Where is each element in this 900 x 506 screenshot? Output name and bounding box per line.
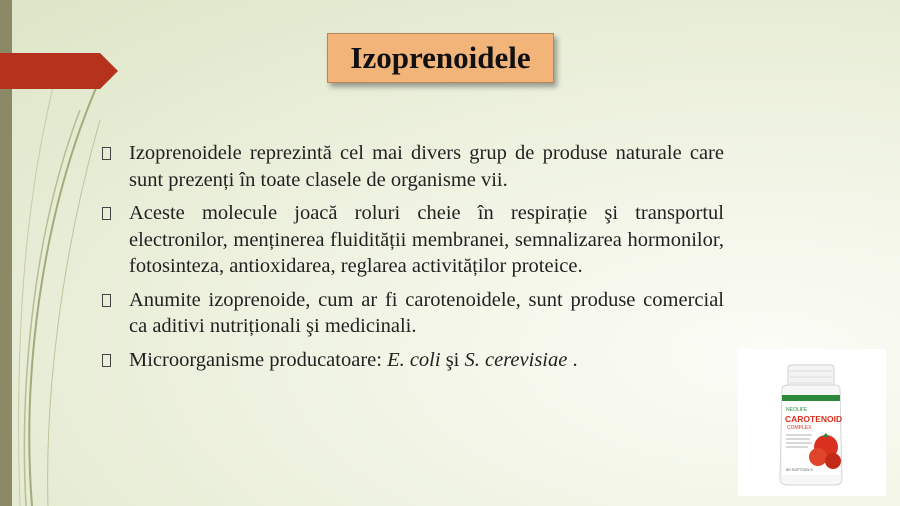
bullet-item: [102, 140, 724, 193]
product-brand: NEOLIFE: [786, 407, 808, 413]
product-name-line1: CAROTENOID: [785, 414, 843, 424]
bullet-icon: [102, 207, 111, 220]
bullet-icon: [102, 354, 111, 367]
bullet-item: [102, 287, 724, 340]
product-photo: [738, 349, 886, 496]
bullet-icon: [102, 147, 111, 160]
bullet-text-suffix: .: [567, 348, 578, 371]
bullet-text-prefix: Microorganisme producatoare:: [129, 348, 388, 371]
supplement-bottle-icon: [738, 349, 886, 496]
bullet-text: Izoprenoidele reprezintă cel mai divers grup de produse naturale care sunt prezenți în toate clasele de organisme vii.: [129, 142, 724, 191]
organism-scerevisiae: S. cerevisiae: [464, 348, 568, 371]
bullet-text: Anumite izoprenoide, cum ar fi carotenoidele, sunt produse comercial ca aditivi nutriționali şi medicinali.: [129, 288, 724, 337]
bullet-item: [102, 200, 724, 280]
bullet-item: [102, 347, 724, 374]
slide-title: Izoprenoidele: [350, 40, 531, 75]
bullet-text: Aceste molecule joacă roluri cheie în respirație şi transportul electronilor, menținerea fluidității membranei, semnalizarea hormonilor, fotosinteza, antioxidarea, reglarea activităților proteice.: [129, 202, 724, 277]
title-arrow-shape: [0, 53, 118, 89]
title-box: [327, 33, 554, 83]
bullet-text-mid: şi: [440, 348, 465, 371]
organism-ecoli: E. coli: [387, 348, 441, 371]
bullet-icon: [102, 294, 111, 307]
product-count: 90 SOFTGELS: [786, 467, 813, 472]
bullet-list: [102, 140, 724, 380]
product-name-line2: COMPLEX: [787, 425, 812, 431]
